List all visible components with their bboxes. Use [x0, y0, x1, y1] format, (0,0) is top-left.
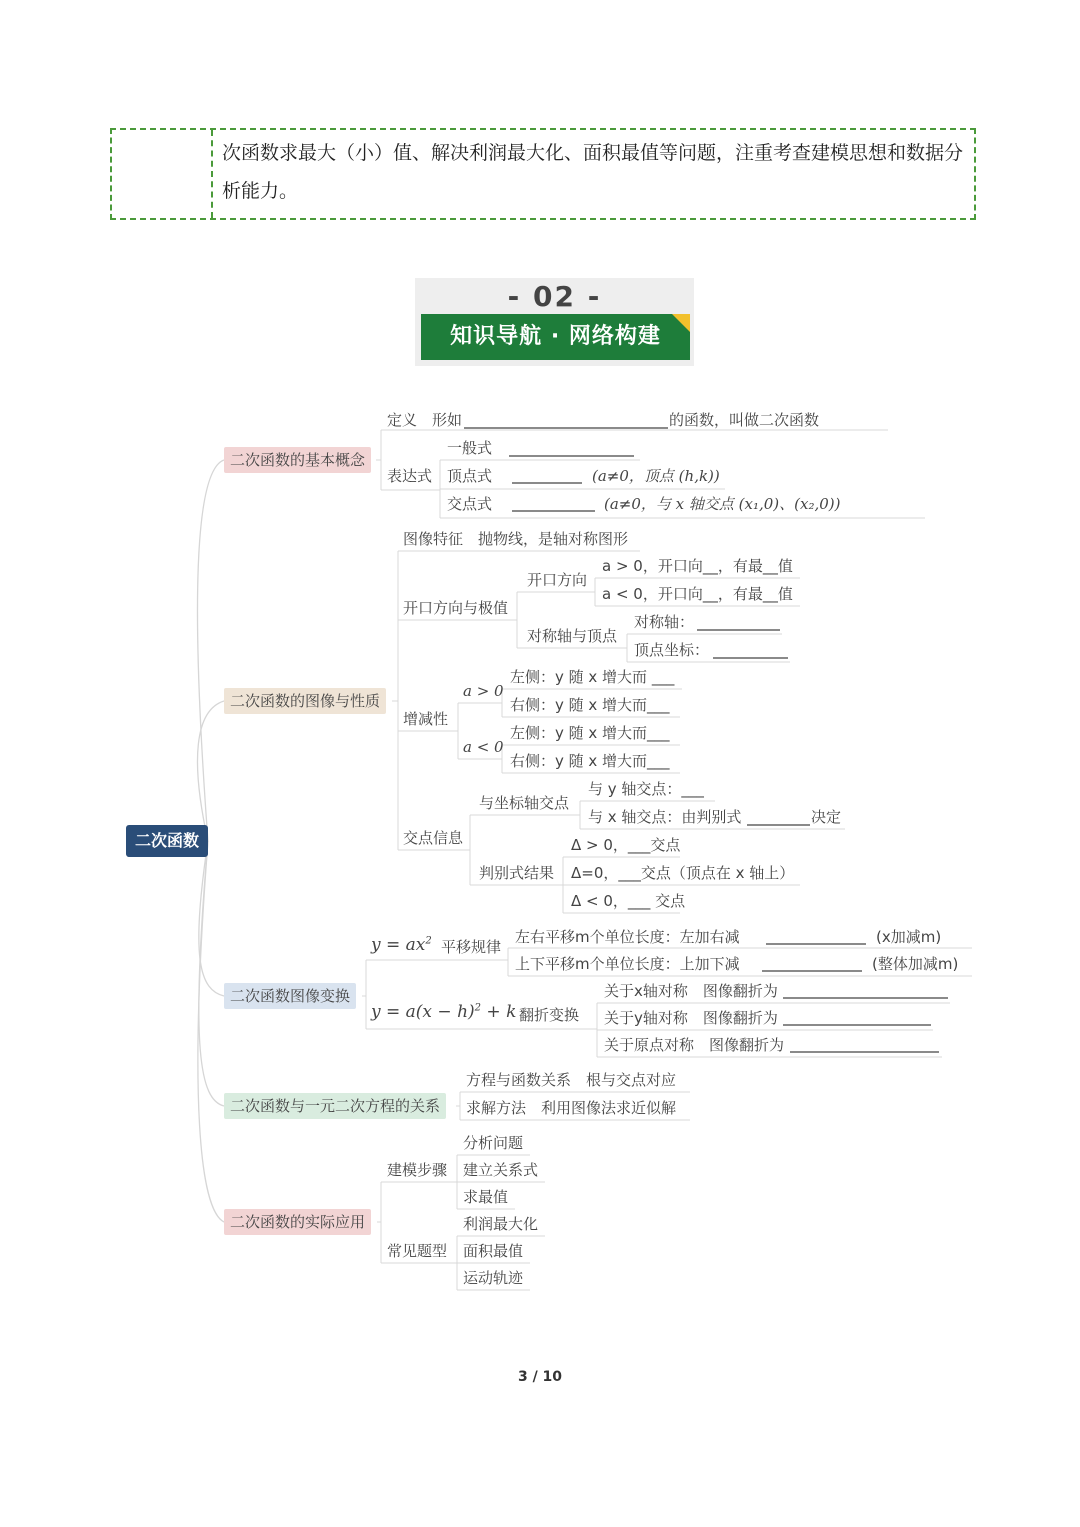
discriminant-negative: Δ < 0，___ 交点	[571, 892, 686, 910]
formula-basic: $y = ax^2$	[371, 935, 432, 955]
flip-transform: 翻折变换	[519, 1006, 580, 1024]
page-number: 3 / 10	[517, 1369, 563, 1385]
opening-negative: a < 0，开口向__，有最__值	[602, 585, 793, 603]
symmetry-axis: 对称轴：	[634, 613, 695, 631]
flip-origin: 关于原点对称 图像翻折为	[604, 1036, 785, 1054]
axes-intersection: 与坐标轴交点	[479, 794, 570, 812]
modeling-steps: 建模步骤	[387, 1161, 448, 1179]
left-side-negative: 左侧：y 随 x 增大而___	[510, 724, 670, 742]
solving-method: 求解方法 利用图像法求近似解	[466, 1099, 677, 1117]
intercept-form-note: (a≠0，与 x 轴交点 (x₁,0)、(x₂,0))	[604, 495, 841, 513]
discriminant-zero: Δ=0，___交点（顶点在 x 轴上）	[571, 864, 795, 882]
branch-graph-properties: 二次函数的图像与性质	[224, 688, 386, 714]
definition-label: 定义	[387, 411, 418, 429]
a-positive-label: a > 0	[463, 682, 504, 700]
table-cell-text: 次函数求最大（小）值、解决利润最大化、面积最值等问题，注重考查建模思想和数据分析能力。	[222, 142, 964, 202]
step-find-extremum: 求最值	[463, 1188, 509, 1206]
intersection-info: 交点信息	[403, 829, 464, 847]
step-analyze: 分析问题	[463, 1134, 524, 1152]
section-number: - 02 -	[507, 280, 602, 313]
discriminant-result: 判别式结果	[479, 864, 555, 882]
right-side-negative: 右侧：y 随 x 增大而___	[510, 752, 670, 770]
shift-up-down-note: (整体加减m)	[872, 955, 959, 973]
definition-text-prefix: 形如	[432, 411, 463, 429]
vertex-coordinate: 顶点坐标：	[634, 641, 710, 659]
a-negative-label: a < 0	[463, 738, 504, 756]
flip-x-axis: 关于x轴对称 图像翻折为	[604, 982, 778, 1000]
vertex-form: 顶点式	[447, 467, 493, 485]
step-build-relation: 建立关系式	[463, 1161, 539, 1179]
x-axis-intersection-suffix: 决定	[811, 808, 842, 826]
definition-text-suffix: 的函数，叫做二次函数	[669, 411, 820, 429]
y-axis-intersection: 与 y 轴交点：___	[588, 780, 704, 798]
right-side-positive: 右侧：y 随 x 增大而___	[510, 696, 670, 714]
type-profit: 利润最大化	[463, 1215, 539, 1233]
opening-extremum: 开口方向与极值	[403, 599, 509, 617]
left-side-positive: 左侧：y 随 x 增大而 ___	[510, 668, 675, 686]
mindmap-root: 二次函数	[126, 825, 208, 857]
common-types: 常见题型	[387, 1242, 448, 1260]
intercept-form: 交点式	[447, 495, 493, 513]
opening-direction: 开口方向	[527, 571, 588, 589]
branch-graph-transform: 二次函数图像变换	[224, 983, 356, 1009]
branch-equation-relation: 二次函数与一元二次方程的关系	[224, 1093, 446, 1119]
shift-up-down: 上下平移m个单位长度：上加下减	[515, 955, 740, 973]
opening-positive: a > 0，开口向__，有最__值	[602, 557, 793, 575]
formula-vertex: $y = a(x - h)^2 + k$	[371, 1002, 517, 1022]
discriminant-positive: Δ > 0，___交点	[571, 836, 681, 854]
flip-y-axis: 关于y轴对称 图像翻折为	[604, 1009, 778, 1027]
equation-function-relation: 方程与函数关系 根与交点对应	[466, 1071, 677, 1089]
section-title: 知识导航 · 网络构建	[450, 324, 661, 349]
branch-basic-concept: 二次函数的基本概念	[224, 447, 371, 473]
x-axis-intersection-prefix: 与 x 轴交点：由判别式	[588, 808, 742, 826]
shift-left-right: 左右平移m个单位长度：左加右减	[515, 928, 740, 946]
graph-feature: 图像特征 抛物线，是轴对称图形	[403, 530, 629, 548]
shift-rule: 平移规律	[441, 938, 502, 956]
type-area: 面积最值	[463, 1242, 524, 1260]
general-form: 一般式	[447, 439, 493, 457]
axis-and-vertex: 对称轴与顶点	[527, 627, 618, 645]
expression-label: 表达式	[387, 467, 433, 485]
monotonicity: 增减性	[403, 710, 449, 728]
type-motion: 运动轨迹	[463, 1269, 524, 1287]
branch-application: 二次函数的实际应用	[224, 1209, 371, 1235]
shift-left-right-note: (x加减m)	[876, 928, 942, 946]
vertex-form-note: (a≠0，顶点 (h,k))	[592, 467, 720, 485]
